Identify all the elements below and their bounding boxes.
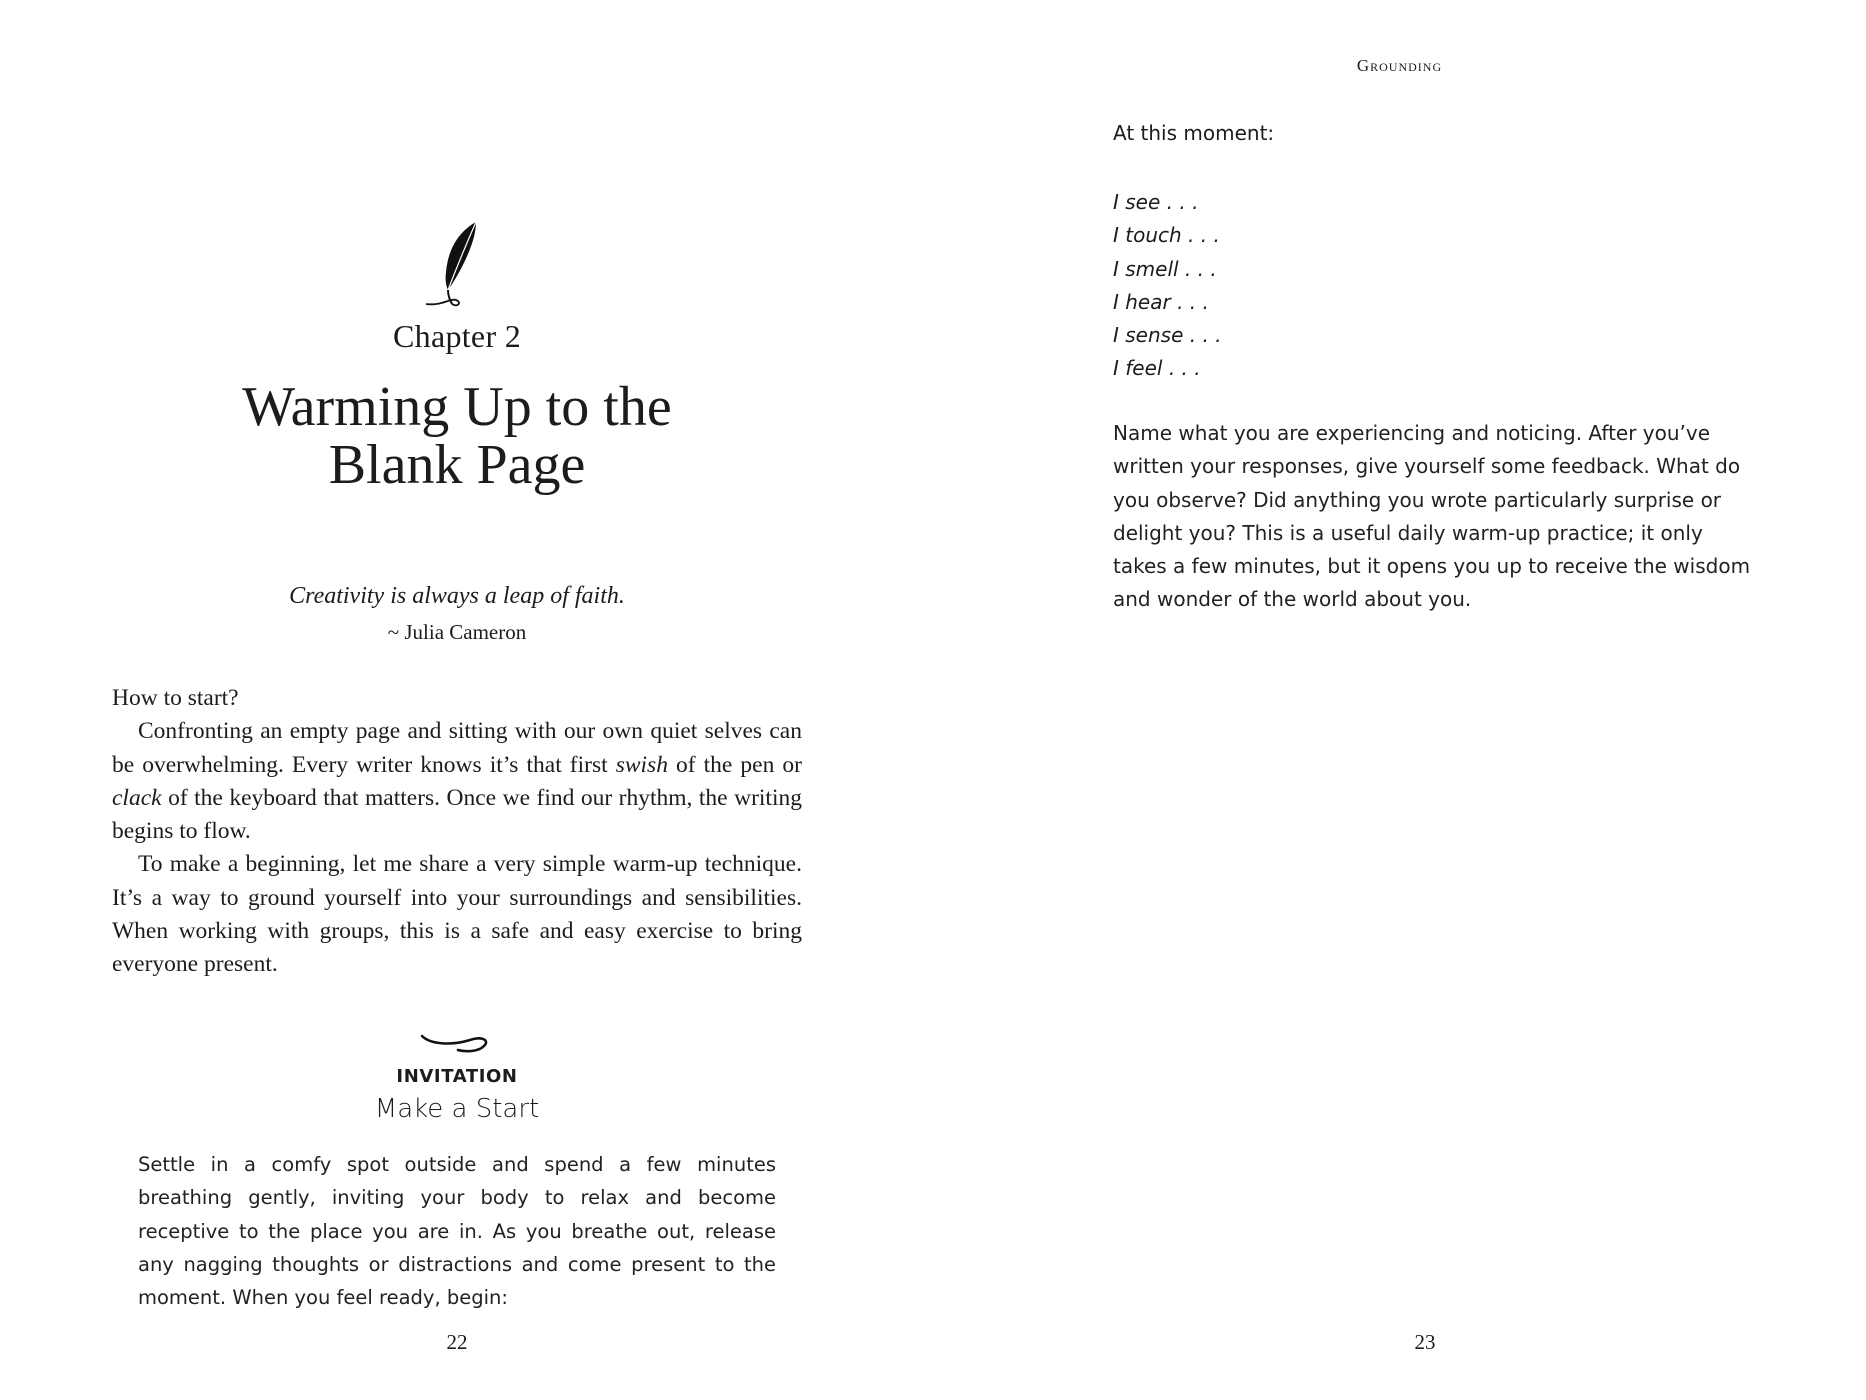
body-paragraph-1: How to start? xyxy=(112,685,239,711)
body-paragraph-2-part-b: of the pen or xyxy=(667,751,802,778)
epigraph-attribution: ~ Julia Cameron xyxy=(387,620,527,644)
list-item: I hear . . . xyxy=(1113,289,1209,314)
right-page xyxy=(933,0,1866,1400)
body-paragraph-2-part-a: Confronting an empty page and sitting with our own quiet selves can be overwhelming. Every writer knows it’s that first xyxy=(112,718,802,778)
running-head: Grounding xyxy=(1356,56,1443,75)
list-item: I feel . . . xyxy=(1113,356,1201,381)
invitation-text: Settle in a comfy spot outside and spend a few minutes breathing gently, inviting your body to relax and become receptive to the place you are in. As you breathe out, release any nagging thoughts or distractions and come present to the moment. When you feel ready, begin: xyxy=(138,1153,776,1310)
invitation-title: Make a Start xyxy=(374,1094,540,1124)
list-item: I smell . . . xyxy=(1113,256,1217,281)
quill-feather-icon xyxy=(418,220,488,312)
sense-prompts-list xyxy=(1113,186,1758,386)
body-paragraph-3: To make a beginning, let me share a very simple warm-up technique. It’s a way to ground yourself into your surroundings and sensibilities. When working with groups, this is a safe and easy exercise to bring everyone present. xyxy=(112,851,802,978)
page-number-right: 23 xyxy=(1414,1330,1436,1354)
epigraph-quote: Creativity is always a leap of faith. xyxy=(289,583,625,609)
moment-intro: At this moment: xyxy=(1113,121,1275,145)
list-item: I touch . . . xyxy=(1113,223,1220,248)
chapter-title-line-2: Blank Page xyxy=(328,434,586,496)
invitation-label: INVITATION xyxy=(396,1066,518,1087)
body-paragraph-2 xyxy=(112,715,802,848)
page-number-left: 22 xyxy=(446,1330,468,1354)
chapter-body xyxy=(112,682,802,982)
chapter-label: Chapter 2 xyxy=(393,318,521,354)
chapter-title xyxy=(112,378,802,494)
emphasis-clack: clack xyxy=(112,784,162,811)
reflection-paragraph: Name what you are experiencing and noticing. After you’ve written your responses, give yourself some feedback. What do you observe? Did anything you wrote particularly surprise or delight you? This is a useful daily warm-up practice; it only takes a few minutes, but it opens you up to receive the wisdom and wonder of the world about you. xyxy=(1113,421,1751,612)
chapter-title-line-1: Warming Up to the xyxy=(242,376,672,438)
list-item: I see . . . xyxy=(1113,190,1199,214)
swash-flourish-icon xyxy=(420,1030,494,1058)
body-paragraph-2-part-c: of the keyboard that matters. Once we find our rhythm, the writing begins to flow. xyxy=(112,784,802,845)
emphasis-swish: swish xyxy=(615,751,668,778)
list-item: I sense . . . xyxy=(1113,323,1222,348)
